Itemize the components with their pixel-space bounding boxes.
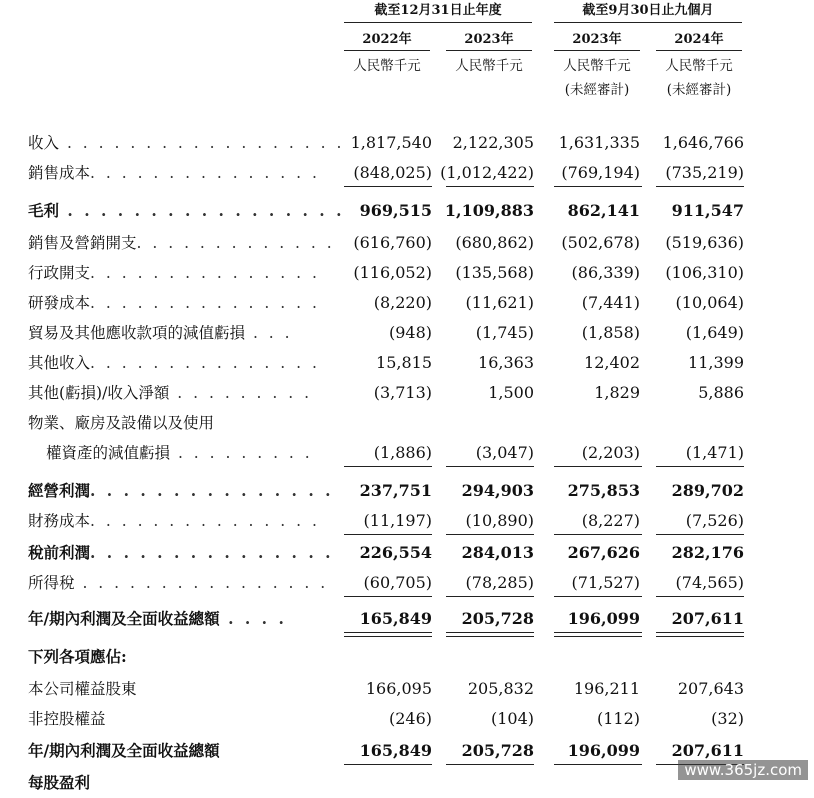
value-cell: (11,197) xyxy=(363,511,432,530)
row-label-text: 稅前利潤 xyxy=(28,543,91,562)
row-label xyxy=(28,476,334,506)
row-income-tax xyxy=(0,568,814,598)
row-other-income xyxy=(0,348,814,378)
leader-dots: . . . . . . . . . xyxy=(170,444,313,462)
row-label-text: 非控股權益 xyxy=(28,710,106,728)
value-cell: 284,013 xyxy=(461,543,534,562)
leader-dots: . . . . . . . . . . . . . . . . . xyxy=(59,201,345,220)
value-cell: 205,728 xyxy=(461,609,534,628)
value-cell: (3,713) xyxy=(373,383,432,402)
value-cell: 205,832 xyxy=(467,679,534,698)
underline xyxy=(656,534,744,535)
double-underline xyxy=(656,632,744,637)
row-label-text: 收入 xyxy=(28,134,60,152)
row-label-text: 經營利潤 xyxy=(28,481,91,500)
leader-dots: . . . . . . . . . . . . . . . xyxy=(90,264,320,282)
value-cell: (735,219) xyxy=(665,163,744,182)
row-rd-costs xyxy=(0,288,814,318)
value-cell: (1,649) xyxy=(685,323,744,342)
row-total-profit xyxy=(0,604,814,634)
row-label xyxy=(28,604,287,634)
value-cell: 2,122,305 xyxy=(452,133,534,152)
value-cell: 1,817,540 xyxy=(350,133,432,152)
value-cell: (60,705) xyxy=(363,573,432,592)
header-year-2022: 2022年 xyxy=(344,30,430,51)
row-label xyxy=(28,568,328,598)
value-cell: (10,890) xyxy=(465,511,534,530)
value-cell: (1,012,422) xyxy=(440,163,534,182)
underline xyxy=(554,186,642,187)
underline xyxy=(446,186,534,187)
row-label xyxy=(28,228,335,258)
row-cost-of-sales xyxy=(0,158,814,188)
header-year-2023a: 2023年 xyxy=(446,30,532,51)
value-cell: 15,815 xyxy=(376,353,432,372)
row-label-text: 物業、廠房及設備以及使用 xyxy=(28,414,215,432)
value-cell: 5,886 xyxy=(698,383,744,402)
row-non-controlling xyxy=(0,704,814,734)
double-underline xyxy=(554,632,642,637)
row-label-text: 所得稅 xyxy=(28,574,75,592)
row-label-text: 其他(虧損)/收入淨額 xyxy=(28,384,170,402)
row-label xyxy=(28,768,90,798)
value-cell: (1,886) xyxy=(373,443,432,462)
value-cell: (769,194) xyxy=(561,163,640,182)
header-group-nine-months: 截至9月30日止九個月 xyxy=(554,0,742,23)
value-cell: 196,099 xyxy=(567,741,640,760)
value-cell: 1,500 xyxy=(488,383,534,402)
leader-dots: . . . . . . . . . . . . . . . xyxy=(90,294,320,312)
row-label-text: 行政開支 xyxy=(28,264,91,282)
row-label-text: 權資產的減值虧損 xyxy=(46,444,171,462)
value-cell: 207,611 xyxy=(671,741,744,760)
value-cell: 911,547 xyxy=(671,201,744,220)
value-cell: (86,339) xyxy=(571,263,640,282)
value-cell: 11,399 xyxy=(688,353,744,372)
row-profit-before-tax xyxy=(0,538,814,568)
row-label xyxy=(28,408,214,438)
underline xyxy=(656,466,744,467)
row-label xyxy=(28,128,344,158)
row-impairment-ppe-line2 xyxy=(0,438,814,468)
leader-dots: . . . . . . . . . . . . . . . xyxy=(90,481,334,500)
value-cell: 969,515 xyxy=(359,201,432,220)
value-cell: (1,745) xyxy=(475,323,534,342)
value-cell: 16,363 xyxy=(478,353,534,372)
watermark: www.365jz.com xyxy=(678,760,808,780)
leader-dots: . . . xyxy=(245,324,293,342)
underline xyxy=(554,596,642,597)
leader-dots: . . . . . . . . . . . . . . . xyxy=(90,164,320,182)
value-cell: (1,471) xyxy=(685,443,744,462)
header-unaudited: (未經審計) xyxy=(666,82,732,98)
underline xyxy=(344,534,432,535)
value-cell: (519,636) xyxy=(665,233,744,252)
underline xyxy=(656,186,744,187)
underline xyxy=(344,596,432,597)
value-cell: (948) xyxy=(388,323,432,342)
leader-dots: . . . . . . . . . xyxy=(169,384,313,402)
row-revenue xyxy=(0,128,814,158)
row-label-text: 毛利 xyxy=(28,201,60,220)
underline xyxy=(446,764,534,765)
row-label-text: 本公司權益股東 xyxy=(28,680,137,698)
value-cell: (11,621) xyxy=(465,293,534,312)
row-other-net xyxy=(0,378,814,408)
row-label xyxy=(28,642,127,672)
value-cell: 1,109,883 xyxy=(444,201,534,220)
header-unaudited: (未經審計) xyxy=(564,82,630,98)
row-label xyxy=(28,158,320,188)
value-cell: (502,678) xyxy=(561,233,640,252)
underline xyxy=(344,764,432,765)
header-year-2023b: 2023年 xyxy=(554,30,640,51)
header-unit: 人民幣千元 xyxy=(563,58,631,74)
row-label-text: 銷售及營銷開支 xyxy=(28,234,137,252)
value-cell: (8,227) xyxy=(581,511,640,530)
underline xyxy=(344,186,432,187)
row-selling-expenses xyxy=(0,228,814,258)
value-cell: 267,626 xyxy=(567,543,640,562)
header-unit: 人民幣千元 xyxy=(665,58,733,74)
value-cell: (32) xyxy=(711,709,744,728)
value-cell: 275,853 xyxy=(567,481,640,500)
value-cell: 862,141 xyxy=(567,201,640,220)
leader-dots: . . . . . . . . . . . . . . . . xyxy=(74,574,329,592)
row-label xyxy=(46,438,313,468)
row-label-text: 每股盈利 xyxy=(28,773,91,792)
value-cell: (10,064) xyxy=(675,293,744,312)
row-label xyxy=(28,318,293,348)
row-label xyxy=(28,288,320,318)
value-cell: (680,862) xyxy=(455,233,534,252)
value-cell: (1,858) xyxy=(581,323,640,342)
underline xyxy=(554,764,642,765)
value-cell: 165,849 xyxy=(359,741,432,760)
value-cell: 282,176 xyxy=(671,543,744,562)
row-equity-holders xyxy=(0,674,814,704)
value-cell: (848,025) xyxy=(353,163,432,182)
row-label-text: 年/期內利潤及全面收益總額 xyxy=(28,609,220,628)
value-cell: 1,646,766 xyxy=(662,133,744,152)
row-finance-costs xyxy=(0,506,814,536)
row-label xyxy=(28,348,320,378)
value-cell: (616,760) xyxy=(353,233,432,252)
value-cell: (112) xyxy=(596,709,640,728)
double-underline xyxy=(446,632,534,637)
header-unit: 人民幣千元 xyxy=(455,58,523,74)
value-cell: 237,751 xyxy=(359,481,432,500)
value-cell: (3,047) xyxy=(475,443,534,462)
row-label xyxy=(28,506,320,536)
value-cell: (104) xyxy=(490,709,534,728)
value-cell: (8,220) xyxy=(373,293,432,312)
row-label xyxy=(28,378,312,408)
underline xyxy=(446,466,534,467)
value-cell: 12,402 xyxy=(584,353,640,372)
row-operating-profit xyxy=(0,476,814,506)
value-cell: 207,643 xyxy=(677,679,744,698)
value-cell: (78,285) xyxy=(465,573,534,592)
row-admin-expenses xyxy=(0,258,814,288)
value-cell: (116,052) xyxy=(353,263,432,282)
value-cell: (2,203) xyxy=(581,443,640,462)
underline xyxy=(656,596,744,597)
value-cell: (106,310) xyxy=(665,263,744,282)
row-label-text: 年/期內利潤及全面收益總額 xyxy=(28,741,220,760)
row-impairment-receivables xyxy=(0,318,814,348)
row-label-text: 銷售成本 xyxy=(28,164,91,182)
value-cell: 166,095 xyxy=(365,679,432,698)
value-cell: (246) xyxy=(388,709,432,728)
row-label xyxy=(28,196,345,226)
header-year-2024: 2024年 xyxy=(656,30,742,51)
row-label-text: 財務成本 xyxy=(28,512,91,530)
row-attributable-heading xyxy=(0,642,814,672)
value-cell: 165,849 xyxy=(359,609,432,628)
leader-dots: . . . . . . . . . . . . . . . . . . xyxy=(59,134,345,152)
value-cell: 289,702 xyxy=(671,481,744,500)
leader-dots: . . . . . . . . . . . . . . . xyxy=(90,543,334,562)
underline xyxy=(554,534,642,535)
double-underline xyxy=(344,632,432,637)
leader-dots: . . . . . . . . . . . . . xyxy=(136,234,335,252)
row-label-text: 其他收入 xyxy=(28,354,91,372)
row-impairment-ppe-line1 xyxy=(0,408,814,438)
value-cell: 1,631,335 xyxy=(558,133,640,152)
value-cell: 196,211 xyxy=(573,679,640,698)
value-cell: (71,527) xyxy=(571,573,640,592)
underline xyxy=(446,596,534,597)
value-cell: (7,526) xyxy=(685,511,744,530)
leader-dots: . . . . xyxy=(219,609,287,628)
value-cell: 196,099 xyxy=(567,609,640,628)
row-label xyxy=(28,704,106,734)
value-cell: 294,903 xyxy=(461,481,534,500)
row-label-text: 貿易及其他應收款項的減值虧損 xyxy=(28,324,246,342)
value-cell: 226,554 xyxy=(359,543,432,562)
row-label-text: 研發成本 xyxy=(28,294,91,312)
row-label xyxy=(28,674,137,704)
row-gross-profit xyxy=(0,196,814,226)
leader-dots: . . . . . . . . . . . . . . . xyxy=(90,354,320,372)
row-label xyxy=(28,736,220,766)
header-group-year-ended: 截至12月31日止年度 xyxy=(344,0,532,23)
row-label xyxy=(28,258,320,288)
value-cell: (7,441) xyxy=(581,293,640,312)
header-unit: 人民幣千元 xyxy=(353,58,421,74)
row-label-text: 下列各項應佔: xyxy=(28,647,127,666)
value-cell: 205,728 xyxy=(461,741,534,760)
underline xyxy=(554,466,642,467)
value-cell: 1,829 xyxy=(594,383,640,402)
row-label xyxy=(28,538,334,568)
value-cell: (74,565) xyxy=(675,573,744,592)
underline xyxy=(446,534,534,535)
value-cell: (135,568) xyxy=(455,263,534,282)
underline xyxy=(344,466,432,467)
value-cell: 207,611 xyxy=(671,609,744,628)
leader-dots: . . . . . . . . . . . . . . . xyxy=(90,512,320,530)
